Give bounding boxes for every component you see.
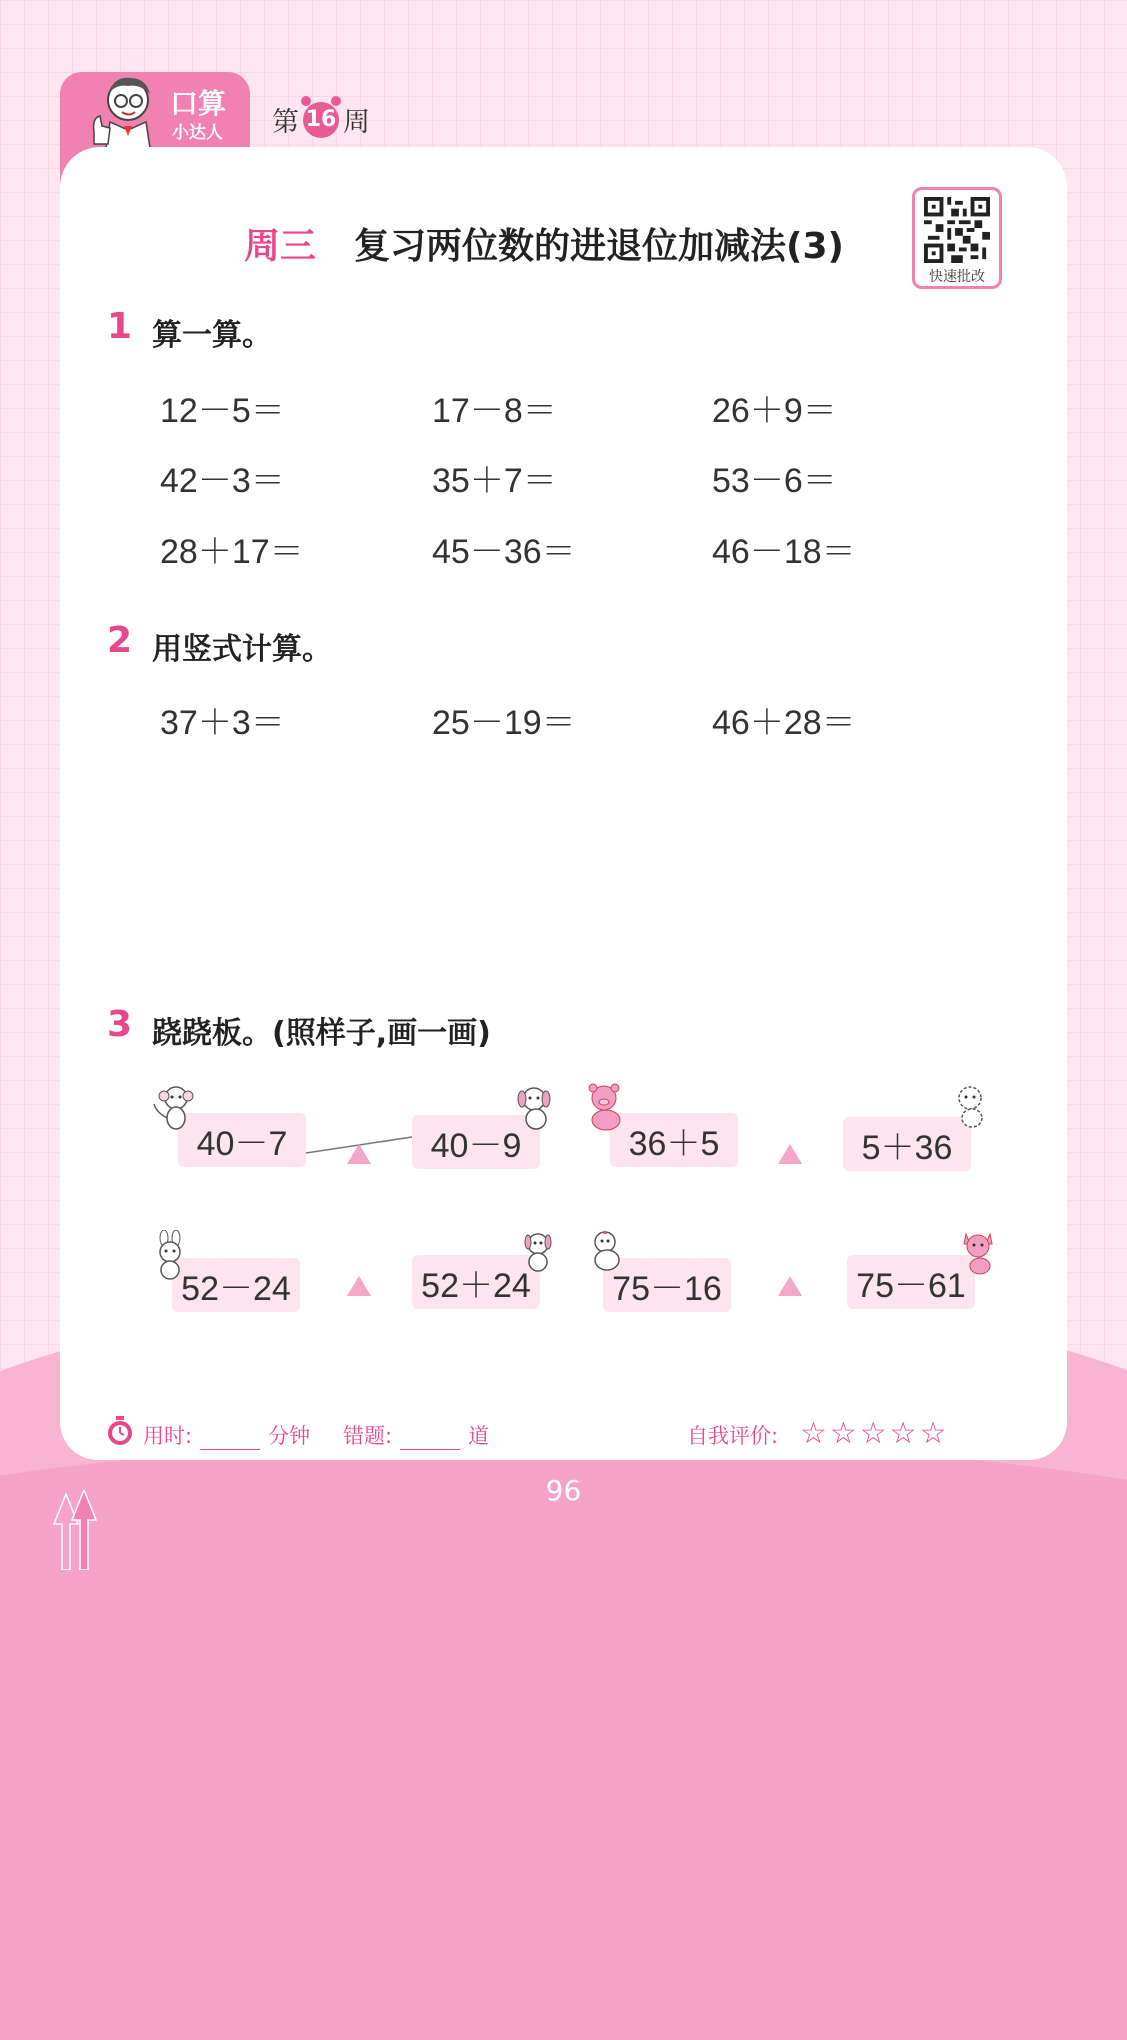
section-2-heading: 用竖式计算。 — [152, 632, 332, 667]
week-number-badge: 16 — [303, 102, 339, 138]
problem-1-5: 35＋7＝ — [432, 462, 557, 500]
error-count — [343, 1420, 489, 1450]
seesaw-4-fulcrum-icon — [778, 1276, 802, 1296]
section-1-heading: 算一算。 — [152, 318, 272, 353]
time-label: 用时: — [143, 1424, 193, 1448]
puppy-icon — [512, 1083, 558, 1133]
lamb-icon — [950, 1082, 994, 1130]
errors-unit: 道 — [468, 1424, 490, 1448]
self-eval-label: 自我评价: — [687, 1424, 779, 1448]
monkey-icon — [152, 1082, 198, 1134]
problem-2-3: 46＋28＝ — [712, 704, 856, 742]
seesaw-4-right: 75－61 — [847, 1255, 975, 1309]
seesaw-1-right: 40－9 — [412, 1115, 540, 1169]
problem-1-9: 46－18＝ — [712, 533, 856, 571]
problem-2-2: 25－19＝ — [432, 704, 576, 742]
seesaw-1-left: 40－7 — [178, 1113, 306, 1167]
tab-title: 口算 — [170, 87, 227, 120]
week-suffix: 周 — [343, 107, 370, 138]
seesaw-3-right: 52＋24 — [412, 1255, 540, 1309]
section-1-number: 1 — [107, 306, 133, 347]
title-topic: 复习两位数的进退位加减法(3) — [354, 226, 844, 267]
stopwatch-icon — [106, 1416, 134, 1446]
time-blank[interactable] — [200, 1429, 260, 1450]
seesaw-3-fulcrum-icon — [347, 1276, 371, 1296]
pink-cat-icon — [958, 1228, 1002, 1276]
week-indicator — [272, 100, 370, 139]
page-number: 96 — [545, 1474, 582, 1507]
page-title — [244, 218, 844, 269]
errors-blank[interactable] — [400, 1429, 460, 1450]
rabbit-icon — [150, 1230, 190, 1280]
seesaw-2-fulcrum-icon — [778, 1144, 802, 1164]
qr-label: 快速批改 — [929, 269, 985, 285]
section-3-number: 3 — [107, 1004, 133, 1045]
dog-icon — [518, 1228, 558, 1274]
time-spent — [143, 1420, 310, 1450]
bottom-wave-decoration-dark — [0, 1440, 1127, 2040]
seesaw-4-left: 75－16 — [603, 1258, 731, 1312]
arrow-decoration-icon — [52, 1490, 102, 1570]
pink-pig-icon — [578, 1082, 630, 1132]
title-day: 周三 — [244, 226, 317, 267]
chick-icon — [585, 1228, 627, 1274]
qr-code-icon — [923, 197, 991, 263]
week-prefix: 第 — [272, 107, 299, 138]
problem-1-2: 17－8＝ — [432, 392, 557, 430]
section-3-heading: 跷跷板。(照样子,画一画) — [152, 1016, 491, 1051]
seesaw-2-right: 5＋36 — [843, 1117, 971, 1171]
qr-code-box[interactable] — [912, 187, 1002, 289]
problem-1-4: 42－3＝ — [160, 462, 285, 500]
section-2-number: 2 — [107, 620, 133, 661]
errors-label: 错题: — [343, 1424, 393, 1448]
problem-2-1: 37＋3＝ — [160, 704, 285, 742]
seesaw-1-fulcrum-icon — [347, 1144, 371, 1164]
problem-1-6: 53－6＝ — [712, 462, 837, 500]
mascot-boy-icon — [80, 70, 170, 150]
problem-1-1: 12－5＝ — [160, 392, 285, 430]
problem-1-3: 26＋9＝ — [712, 392, 837, 430]
seesaw-2-left: 36＋5 — [610, 1113, 738, 1167]
problem-1-8: 45－36＝ — [432, 533, 576, 571]
time-unit: 分钟 — [268, 1424, 311, 1448]
tab-subtitle: 小达人 — [172, 123, 223, 143]
problem-1-7: 28＋17＝ — [160, 533, 304, 571]
self-eval-stars[interactable]: ☆☆☆☆☆ — [800, 1416, 950, 1451]
seesaw-3-left: 52－24 — [172, 1258, 300, 1312]
